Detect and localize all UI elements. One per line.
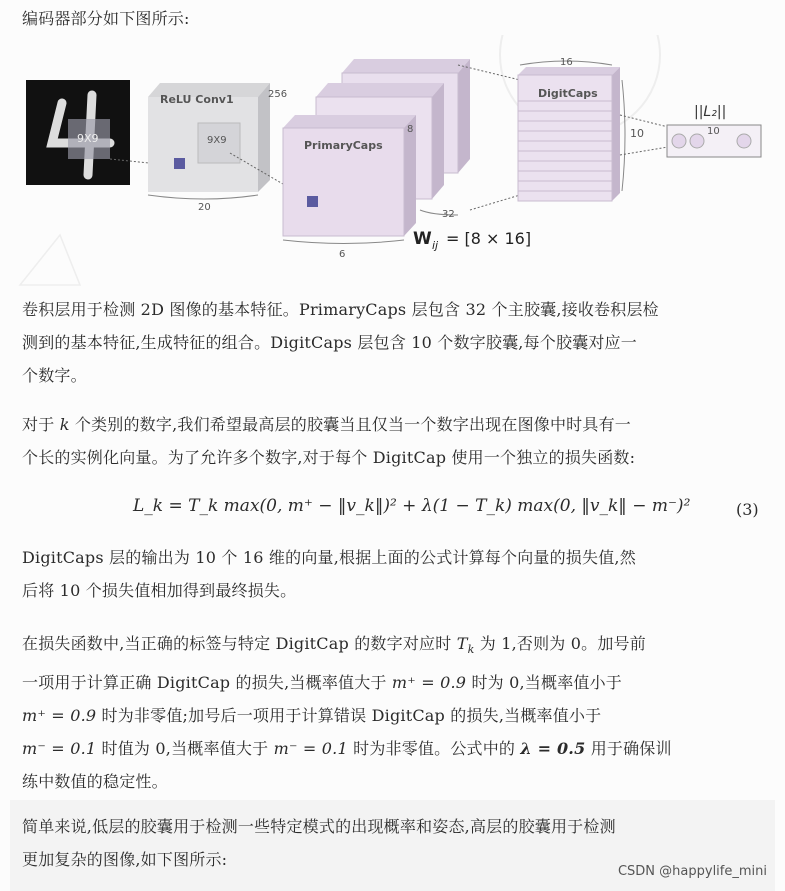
l2-norm-count-label: 10 xyxy=(707,126,720,137)
digitcaps-title: DigitCaps xyxy=(538,87,598,100)
equation-number: (3) xyxy=(736,500,759,519)
text-line: m⁻ = 0.1 时值为 0,当概率值大于 m⁻ = 0.1 时为非零值。公式中的 λ = 0.5 用于确保训 xyxy=(22,739,672,759)
conv1-depth-label: 256 xyxy=(268,89,288,100)
decorative-triangle xyxy=(20,235,80,285)
text-line: 测到的基本特征,生成特征的组合。DigitCaps 层包含 10 个数字胶囊,每个胶囊对应一 xyxy=(22,333,637,352)
l2-norm-label: ||L₂|| xyxy=(694,104,727,120)
text-line: 练中数值的稳定性。 xyxy=(22,772,168,792)
text-line: 对于 k 个类别的数字,我们希望最高层的胶囊当且仅当一个数字出现在图像中时具有一 xyxy=(22,415,631,434)
digitcaps-dim-label: 16 xyxy=(560,57,573,68)
dotted-connector xyxy=(620,115,668,127)
primarycaps-block-stack xyxy=(283,59,470,260)
conv1-title: ReLU Conv1 xyxy=(160,93,234,106)
paragraph-loss-intro xyxy=(22,408,770,474)
dotted-connector xyxy=(470,195,520,210)
weight-matrix-label xyxy=(413,229,531,252)
equation-formula: L_k = T_k max(0, m⁺ − ‖v_k‖)² + λ(1 − T_k) max(0, ‖v_k‖ − m⁻)² xyxy=(133,496,691,516)
text-line: 个数字。 xyxy=(22,366,87,385)
paragraph-layers xyxy=(22,293,770,392)
text-line: 个长的实例化向量。为了允许多个数字,对于每个 DigitCap 使用一个独立的损失函数: xyxy=(22,448,636,467)
primarycaps-cell-marker xyxy=(307,196,318,207)
text-line: 卷积层用于检测 2D 图像的基本特征。PrimaryCaps 层包含 32 个主胶囊,接收卷积层检 xyxy=(22,300,659,319)
text-line: 后将 10 个损失值相加得到最终损失。 xyxy=(22,581,297,600)
primarycaps-depth-label: 8 xyxy=(407,124,414,135)
dotted-connector xyxy=(620,147,668,155)
intro-text: 编码器部分如下图所示: xyxy=(22,9,190,28)
text-line: 一项用于计算正确 DigitCap 的损失,当概率值大于 m⁺ = 0.9 时为 0,当概率值小于 xyxy=(22,673,622,693)
digitcaps-count-label: 10 xyxy=(630,127,644,140)
text-line: 简单来说,低层的胶囊用于检测一些特定模式的出现概率和姿态,高层的胶囊用于检测 xyxy=(22,817,616,836)
svg-text:W: W xyxy=(413,229,432,249)
text-line: DigitCaps 层的输出为 10 个 16 维的向量,根据上面的公式计算每个向量的损失值,然 xyxy=(22,548,636,567)
csdn-watermark: CSDN @happylife_mini xyxy=(617,864,767,879)
digitcaps-block xyxy=(518,57,644,201)
primarycaps-width-label: 6 xyxy=(339,249,346,260)
text-line: m⁺ = 0.9 时为非零值;加号后一项用于计算错误 DigitCap 的损失,当概率值小于 xyxy=(22,706,602,726)
primarycaps-title: PrimaryCaps xyxy=(304,139,383,152)
primarycaps-count-label: 32 xyxy=(442,209,455,220)
conv1-cell-marker xyxy=(174,158,185,169)
text-line: 在损失函数中,当正确的标签与特定 DigitCap 的数字对应时 $T_k$ 为 1,否则为 0。加号前 xyxy=(22,634,646,657)
capsnet-architecture-figure xyxy=(0,35,785,315)
conv1-width-label: 20 xyxy=(198,202,211,213)
margin-loss-equation xyxy=(0,490,785,530)
l2-norm-output xyxy=(667,104,761,157)
paragraph-output xyxy=(22,541,770,607)
input-kernel-label: 9X9 xyxy=(77,132,99,145)
svg-text:= [8 × 16]: = [8 × 16] xyxy=(446,229,532,248)
input-digit-image xyxy=(26,80,130,185)
paragraph-loss-details xyxy=(22,627,770,798)
conv1-kernel-label: 9X9 xyxy=(207,135,227,146)
svg-text:ij: ij xyxy=(432,239,439,252)
relu-conv1-block xyxy=(148,83,287,213)
text-line: 更加复杂的图像,如下图所示: xyxy=(22,850,228,869)
